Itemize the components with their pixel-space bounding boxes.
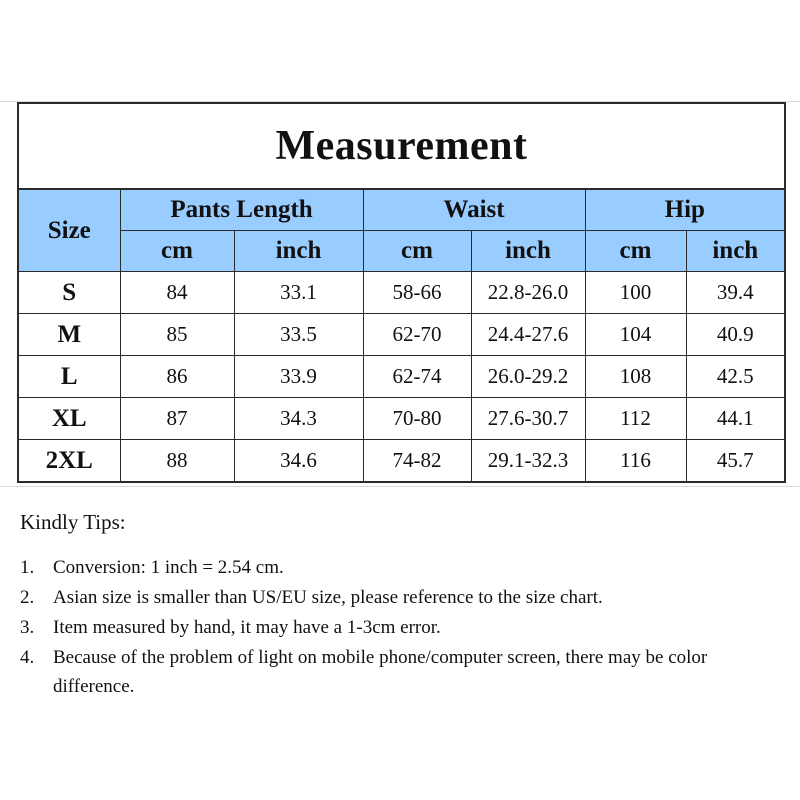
value-cell: 88 xyxy=(120,440,234,482)
list-item xyxy=(20,583,790,612)
value-cell: 34.3 xyxy=(234,398,363,440)
tip-number: 2. xyxy=(20,587,35,608)
unit-header: cm xyxy=(120,231,234,272)
value-cell: 86 xyxy=(120,356,234,398)
table-row xyxy=(19,398,784,440)
value-cell: 108 xyxy=(585,356,686,398)
value-cell: 116 xyxy=(585,440,686,482)
size-chart xyxy=(17,102,786,483)
value-cell: 85 xyxy=(120,314,234,356)
size-cell: 2XL xyxy=(19,440,120,482)
hip-header: Hip xyxy=(585,190,784,231)
value-cell: 33.5 xyxy=(234,314,363,356)
value-cell: 58-66 xyxy=(363,272,471,314)
value-cell: 100 xyxy=(585,272,686,314)
unit-header: cm xyxy=(585,231,686,272)
value-cell: 40.9 xyxy=(686,314,784,356)
bottom-divider xyxy=(0,486,800,487)
value-cell: 104 xyxy=(585,314,686,356)
tips-list xyxy=(20,553,790,701)
value-cell: 39.4 xyxy=(686,272,784,314)
value-cell: 29.1-32.3 xyxy=(471,440,585,482)
size-cell: L xyxy=(19,356,120,398)
value-cell: 70-80 xyxy=(363,398,471,440)
value-cell: 33.9 xyxy=(234,356,363,398)
list-item xyxy=(20,553,790,582)
unit-header: inch xyxy=(471,231,585,272)
unit-header: inch xyxy=(234,231,363,272)
value-cell: 27.6-30.7 xyxy=(471,398,585,440)
header-group-row xyxy=(19,190,784,231)
unit-header: cm xyxy=(363,231,471,272)
table-row xyxy=(19,272,784,314)
pants-length-header: Pants Length xyxy=(120,190,363,231)
value-cell: 62-70 xyxy=(363,314,471,356)
tip-text: Because of the problem of light on mobile phone/computer screen, there may be color difference. xyxy=(53,647,708,697)
value-cell: 45.7 xyxy=(686,440,784,482)
value-cell: 22.8-26.0 xyxy=(471,272,585,314)
list-item xyxy=(20,643,790,701)
value-cell: 42.5 xyxy=(686,356,784,398)
size-cell: S xyxy=(19,272,120,314)
value-cell: 44.1 xyxy=(686,398,784,440)
table-row xyxy=(19,440,784,482)
value-cell: 33.1 xyxy=(234,272,363,314)
tip-text: Item measured by hand, it may have a 1-3cm error. xyxy=(53,617,441,638)
table-row xyxy=(19,356,784,398)
size-table xyxy=(19,190,784,481)
value-cell: 24.4-27.6 xyxy=(471,314,585,356)
value-cell: 84 xyxy=(120,272,234,314)
header-unit-row xyxy=(19,231,784,272)
waist-header: Waist xyxy=(363,190,585,231)
value-cell: 87 xyxy=(120,398,234,440)
unit-header: inch xyxy=(686,231,784,272)
tips-title: Kindly Tips: xyxy=(20,510,126,534)
size-cell: M xyxy=(19,314,120,356)
value-cell: 34.6 xyxy=(234,440,363,482)
tip-number: 3. xyxy=(20,617,35,638)
tips-section xyxy=(20,508,790,702)
tip-number: 1. xyxy=(20,557,35,578)
list-item xyxy=(20,613,790,642)
tip-text: Conversion: 1 inch = 2.54 cm. xyxy=(53,557,284,578)
size-cell: XL xyxy=(19,398,120,440)
size-header: Size xyxy=(19,190,120,272)
chart-title: Measurement xyxy=(19,104,784,190)
value-cell: 62-74 xyxy=(363,356,471,398)
tip-number: 4. xyxy=(20,647,35,668)
value-cell: 74-82 xyxy=(363,440,471,482)
table-row xyxy=(19,314,784,356)
tip-text: Asian size is smaller than US/EU size, please reference to the size chart. xyxy=(53,587,603,608)
value-cell: 26.0-29.2 xyxy=(471,356,585,398)
value-cell: 112 xyxy=(585,398,686,440)
